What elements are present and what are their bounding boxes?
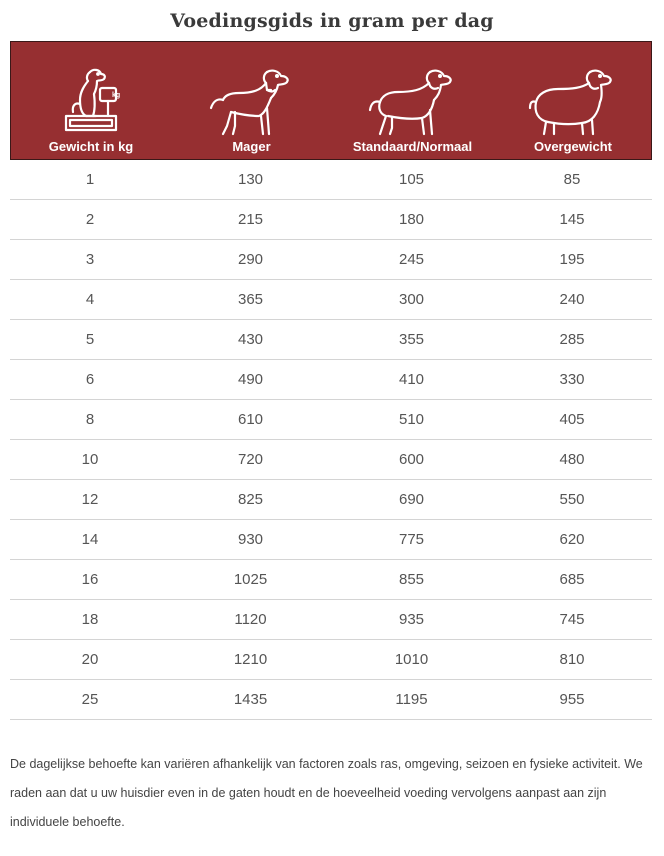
table-cell: 14 bbox=[81, 531, 99, 548]
page-title: Voedingsgids in gram per dag bbox=[170, 10, 494, 32]
table-cell: 25 bbox=[81, 691, 99, 708]
table-cell: 1 bbox=[85, 171, 95, 188]
table-cell: 600 bbox=[398, 451, 425, 468]
table-cell: 145 bbox=[559, 211, 585, 228]
table-row bbox=[10, 600, 652, 640]
feeding-table bbox=[10, 41, 652, 720]
table-row bbox=[10, 160, 652, 200]
table-cell: 195 bbox=[559, 251, 585, 268]
header-normal bbox=[332, 42, 493, 159]
header-label-overweight: Overgewicht bbox=[533, 139, 613, 154]
table-body bbox=[10, 160, 652, 720]
table-cell: 10 bbox=[81, 451, 99, 468]
table-row bbox=[10, 200, 652, 240]
table-cell: 1195 bbox=[395, 691, 428, 708]
table-cell: 405 bbox=[559, 411, 585, 428]
table-row bbox=[10, 440, 652, 480]
table-row bbox=[10, 360, 652, 400]
overweight-dog-icon bbox=[528, 68, 618, 138]
table-cell: 410 bbox=[398, 371, 425, 388]
table-cell: 930 bbox=[237, 531, 264, 548]
footnote: De dagelijkse behoefte kan variëren afhankelijk van factoren zoals ras, omgeving, seizoen en fysieke activiteit. We raden aan dat u uw huisdier even in de gaten houdt en de hoeveelheid voeding vervolgens aanpast aan zijn individuele behoefte. bbox=[10, 757, 643, 829]
table-cell: 12 bbox=[81, 491, 99, 508]
header-weight bbox=[11, 42, 171, 159]
table-cell: 490 bbox=[237, 371, 264, 388]
table-cell: 690 bbox=[398, 491, 425, 508]
table-cell: 720 bbox=[237, 451, 264, 468]
table-cell: 620 bbox=[559, 531, 585, 548]
table-cell: 3 bbox=[85, 251, 95, 268]
header-label-thin: Mager bbox=[232, 139, 271, 154]
table-cell: 85 bbox=[563, 171, 581, 188]
table-cell: 355 bbox=[398, 331, 425, 348]
table-cell: 955 bbox=[559, 691, 585, 708]
table-row bbox=[10, 280, 652, 320]
dog-on-scale-icon bbox=[60, 64, 122, 136]
table-cell: 1435 bbox=[233, 691, 268, 708]
table-cell: 16 bbox=[81, 571, 99, 588]
table-cell: 285 bbox=[559, 331, 585, 348]
table-row bbox=[10, 520, 652, 560]
table-cell: 1010 bbox=[394, 651, 429, 668]
table-row bbox=[10, 240, 652, 280]
table-cell: 810 bbox=[559, 651, 585, 668]
table-cell: 365 bbox=[237, 291, 264, 308]
table-cell: 430 bbox=[237, 331, 264, 348]
header-overweight bbox=[493, 42, 653, 159]
table-cell: 745 bbox=[559, 611, 585, 628]
table-cell: 20 bbox=[81, 651, 99, 668]
table-cell: 1210 bbox=[233, 651, 268, 668]
table-cell: 4 bbox=[85, 291, 95, 308]
table-cell: 215 bbox=[237, 211, 264, 228]
table-row bbox=[10, 400, 652, 440]
table-cell: 245 bbox=[398, 251, 425, 268]
table-row bbox=[10, 320, 652, 360]
header-thin bbox=[171, 42, 332, 159]
scale-display-text: kg bbox=[112, 92, 121, 99]
table-cell: 8 bbox=[85, 411, 95, 428]
table-cell: 825 bbox=[237, 491, 264, 508]
normal-dog-icon bbox=[368, 68, 458, 138]
table-row bbox=[10, 560, 652, 600]
table-cell: 480 bbox=[559, 451, 585, 468]
table-cell: 550 bbox=[559, 491, 585, 508]
table-cell: 775 bbox=[398, 531, 425, 548]
table-cell: 510 bbox=[398, 411, 425, 428]
table-cell: 330 bbox=[559, 371, 585, 388]
table-cell: 300 bbox=[398, 291, 425, 308]
table-cell: 685 bbox=[559, 571, 585, 588]
table-cell: 180 bbox=[398, 211, 425, 228]
table-cell: 1025 bbox=[233, 571, 268, 588]
table-cell: 130 bbox=[237, 171, 264, 188]
table-cell: 5 bbox=[85, 331, 95, 348]
table-cell: 290 bbox=[237, 251, 264, 268]
table-cell: 855 bbox=[398, 571, 425, 588]
header-label-normal: Standaard/Normaal bbox=[352, 139, 473, 154]
table-cell: 935 bbox=[398, 611, 425, 628]
table-cell: 610 bbox=[237, 411, 264, 428]
table-header bbox=[10, 41, 652, 160]
table-row bbox=[10, 680, 652, 720]
thin-dog-icon bbox=[209, 68, 295, 138]
table-cell: 240 bbox=[559, 291, 585, 308]
table-row bbox=[10, 640, 652, 680]
table-row bbox=[10, 480, 652, 520]
header-label-weight: Gewicht in kg bbox=[48, 139, 134, 154]
table-cell: 6 bbox=[85, 371, 95, 388]
table-cell: 2 bbox=[85, 211, 95, 228]
table-cell: 105 bbox=[398, 171, 425, 188]
table-cell: 1120 bbox=[234, 611, 267, 628]
table-cell: 18 bbox=[81, 611, 99, 628]
